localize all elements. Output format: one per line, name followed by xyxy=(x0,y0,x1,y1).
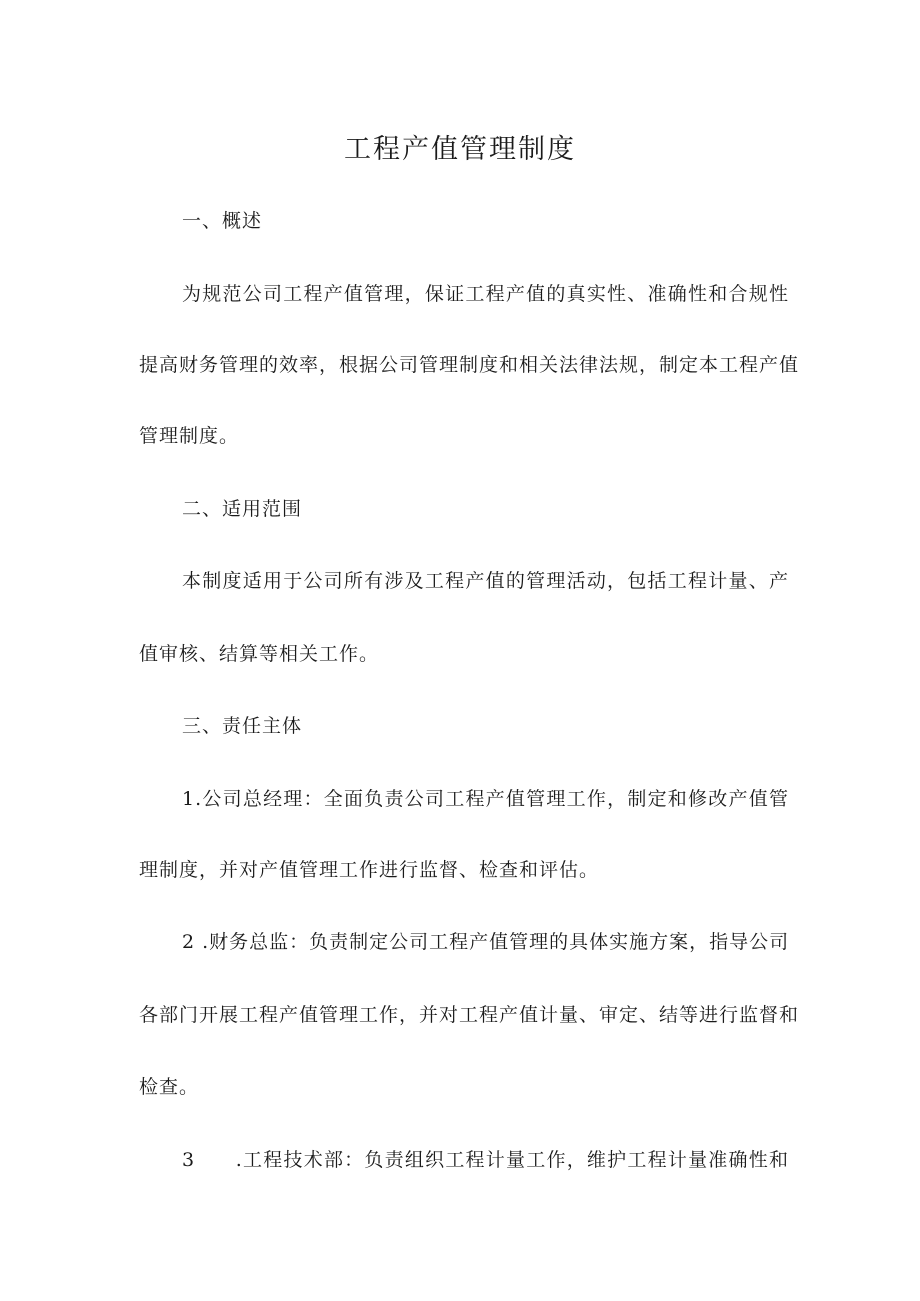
paragraph-line: 检查。 xyxy=(139,1076,200,1098)
paragraph-line: 为规范公司工程产值管理，保证工程产值的真实性、准确性和合规性 xyxy=(182,283,789,305)
section-heading-responsibility: 三、责任主体 xyxy=(182,715,303,737)
paragraph-line: 管理制度。 xyxy=(139,425,240,447)
paragraph-line: 本制度适用于公司所有涉及工程产值的管理活动，包括工程计量、产 xyxy=(182,570,789,592)
document-title: 工程产值管理制度 xyxy=(344,134,576,165)
paragraph-line: 提高财务管理的效率，根据公司管理制度和相关法律法规，制定本工程产值 xyxy=(139,354,800,376)
section-heading-scope: 二、适用范围 xyxy=(182,498,303,520)
paragraph-line: 理制度，并对产值管理工作进行监督、检查和评估。 xyxy=(139,859,600,881)
paragraph-line: 1.公司总经理：全面负责公司工程产值管理工作，制定和修改产值管 xyxy=(182,788,789,810)
section-heading-overview: 一、概述 xyxy=(182,210,263,232)
paragraph-line: 值审核、结算等相关工作。 xyxy=(139,643,380,665)
paragraph-line: 3 .工程技术部：负责组织工程计量工作，维护工程计量准确性和 xyxy=(182,1149,789,1171)
paragraph-line: 2 .财务总监：负责制定公司工程产值管理的具体实施方案，指导公司 xyxy=(182,931,790,953)
paragraph-line: 各部门开展工程产值管理工作，并对工程产值计量、审定、结等进行监督和 xyxy=(139,1004,800,1026)
